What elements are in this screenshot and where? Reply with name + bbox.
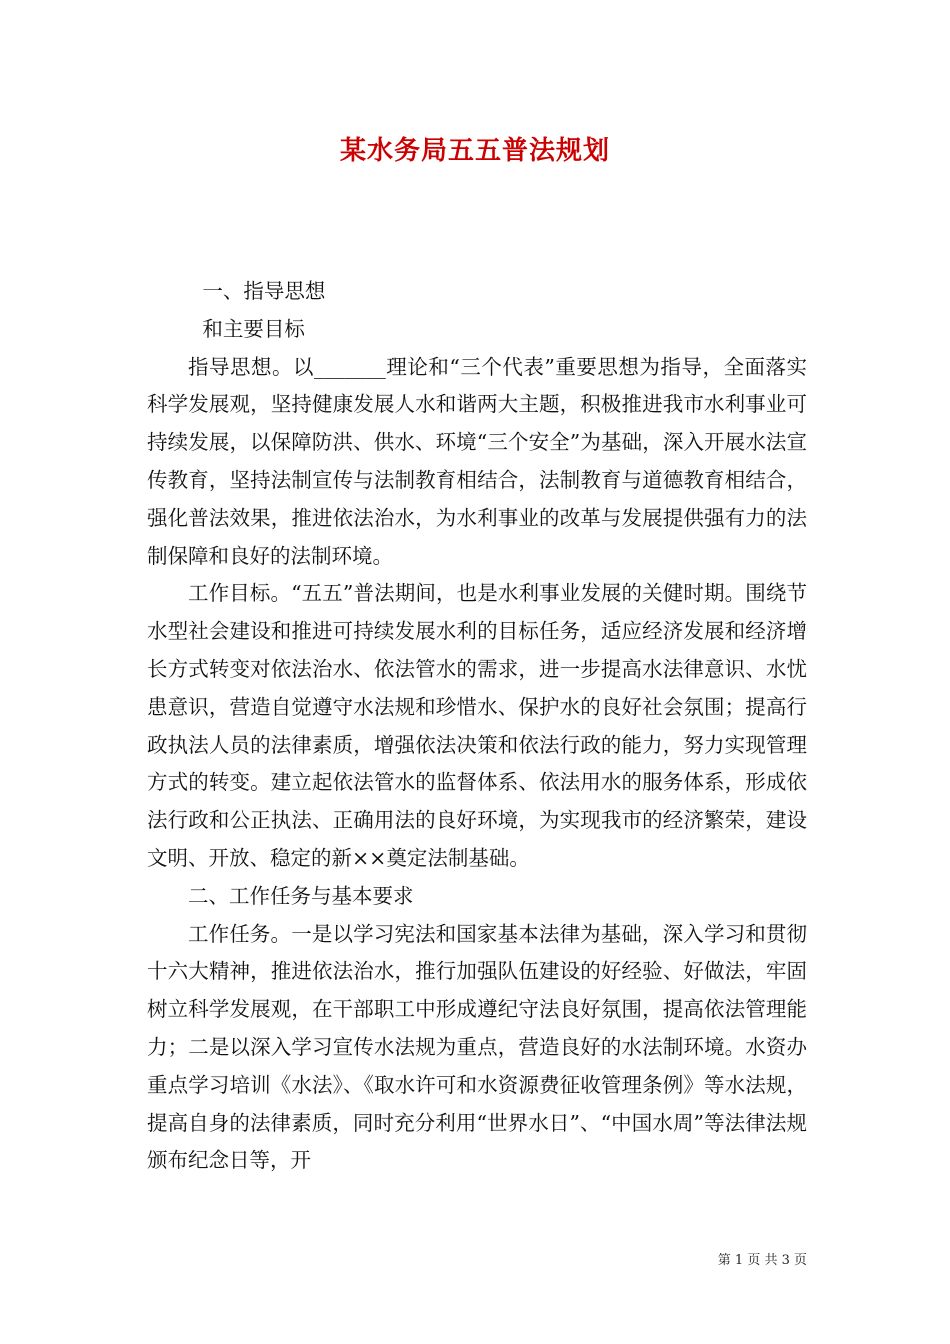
paragraph-guiding-thought: 指导思想。以_______理论和“三个代表”重要思想为指导，全面落实科学发展观，坚持健康发展人水和谐两大主题，积极推进我市水利事业可持续发展，以保障防洪、供水、环境“三个安全”为基础，深入开展水法宣传教育，坚持法制宣传与法制教育相结合，法制教育与道德教育相结合，强化普法效果，推进依法治水，为水利事业的改革与发展提供强有力的法制保障和良好的法制环境。: [147, 354, 807, 568]
section-heading-guiding-thought: 一、指导思想: [202, 279, 326, 303]
document-body: [147, 273, 807, 1180]
document-title: 某水务局五五普法规划: [339, 136, 610, 166]
paragraph-work-goals: 工作目标。“五五”普法期间，也是水利事业发展的关健时期。围绕节水型社会建设和推进可持续发展水利的目标任务，适应经济发展和经济增长方式转变对依法治水、依法管水的需求，进一步提高水法律意识、水忧患意识，营造自觉遵守水法规和珍惜水、保护水的良好社会氛围；提高行政执法人员的法律素质，增强依法决策和依法行政的能力，努力实现管理方式的转变。建立起依法管水的监督体系、依法用水的服务体系，形成依法行政和公正执法、正确用法的良好环境，为实现我市的经济繁荣，建设文明、开放、稳定的新××奠定法制基础。: [147, 581, 807, 870]
page-number: 第 1 页 共 3 页: [717, 1253, 807, 1268]
paragraph-work-tasks: 工作任务。一是以学习宪法和国家基本法律为基础，深入学习和贯彻十六大精神，推进依法治水，推行加强队伍建设的好经验、好做法，牢固树立科学发展观，在干部职工中形成遵纪守法良好氛围，提高依法管理能力；二是以深入学习宣传水法规为重点，营造良好的水法制环境。水资办重点学习培训《水法》、《取水许可和水资源费征收管理条例》等水法规，提高自身的法律素质，同时充分利用“世界水日”、“中国水周”等法律法规颁布纪念日等，开: [147, 921, 807, 1173]
section-heading-tasks: 二、工作任务与基本要求: [188, 883, 414, 908]
section-heading-main-goals: 和主要目标: [202, 316, 305, 341]
